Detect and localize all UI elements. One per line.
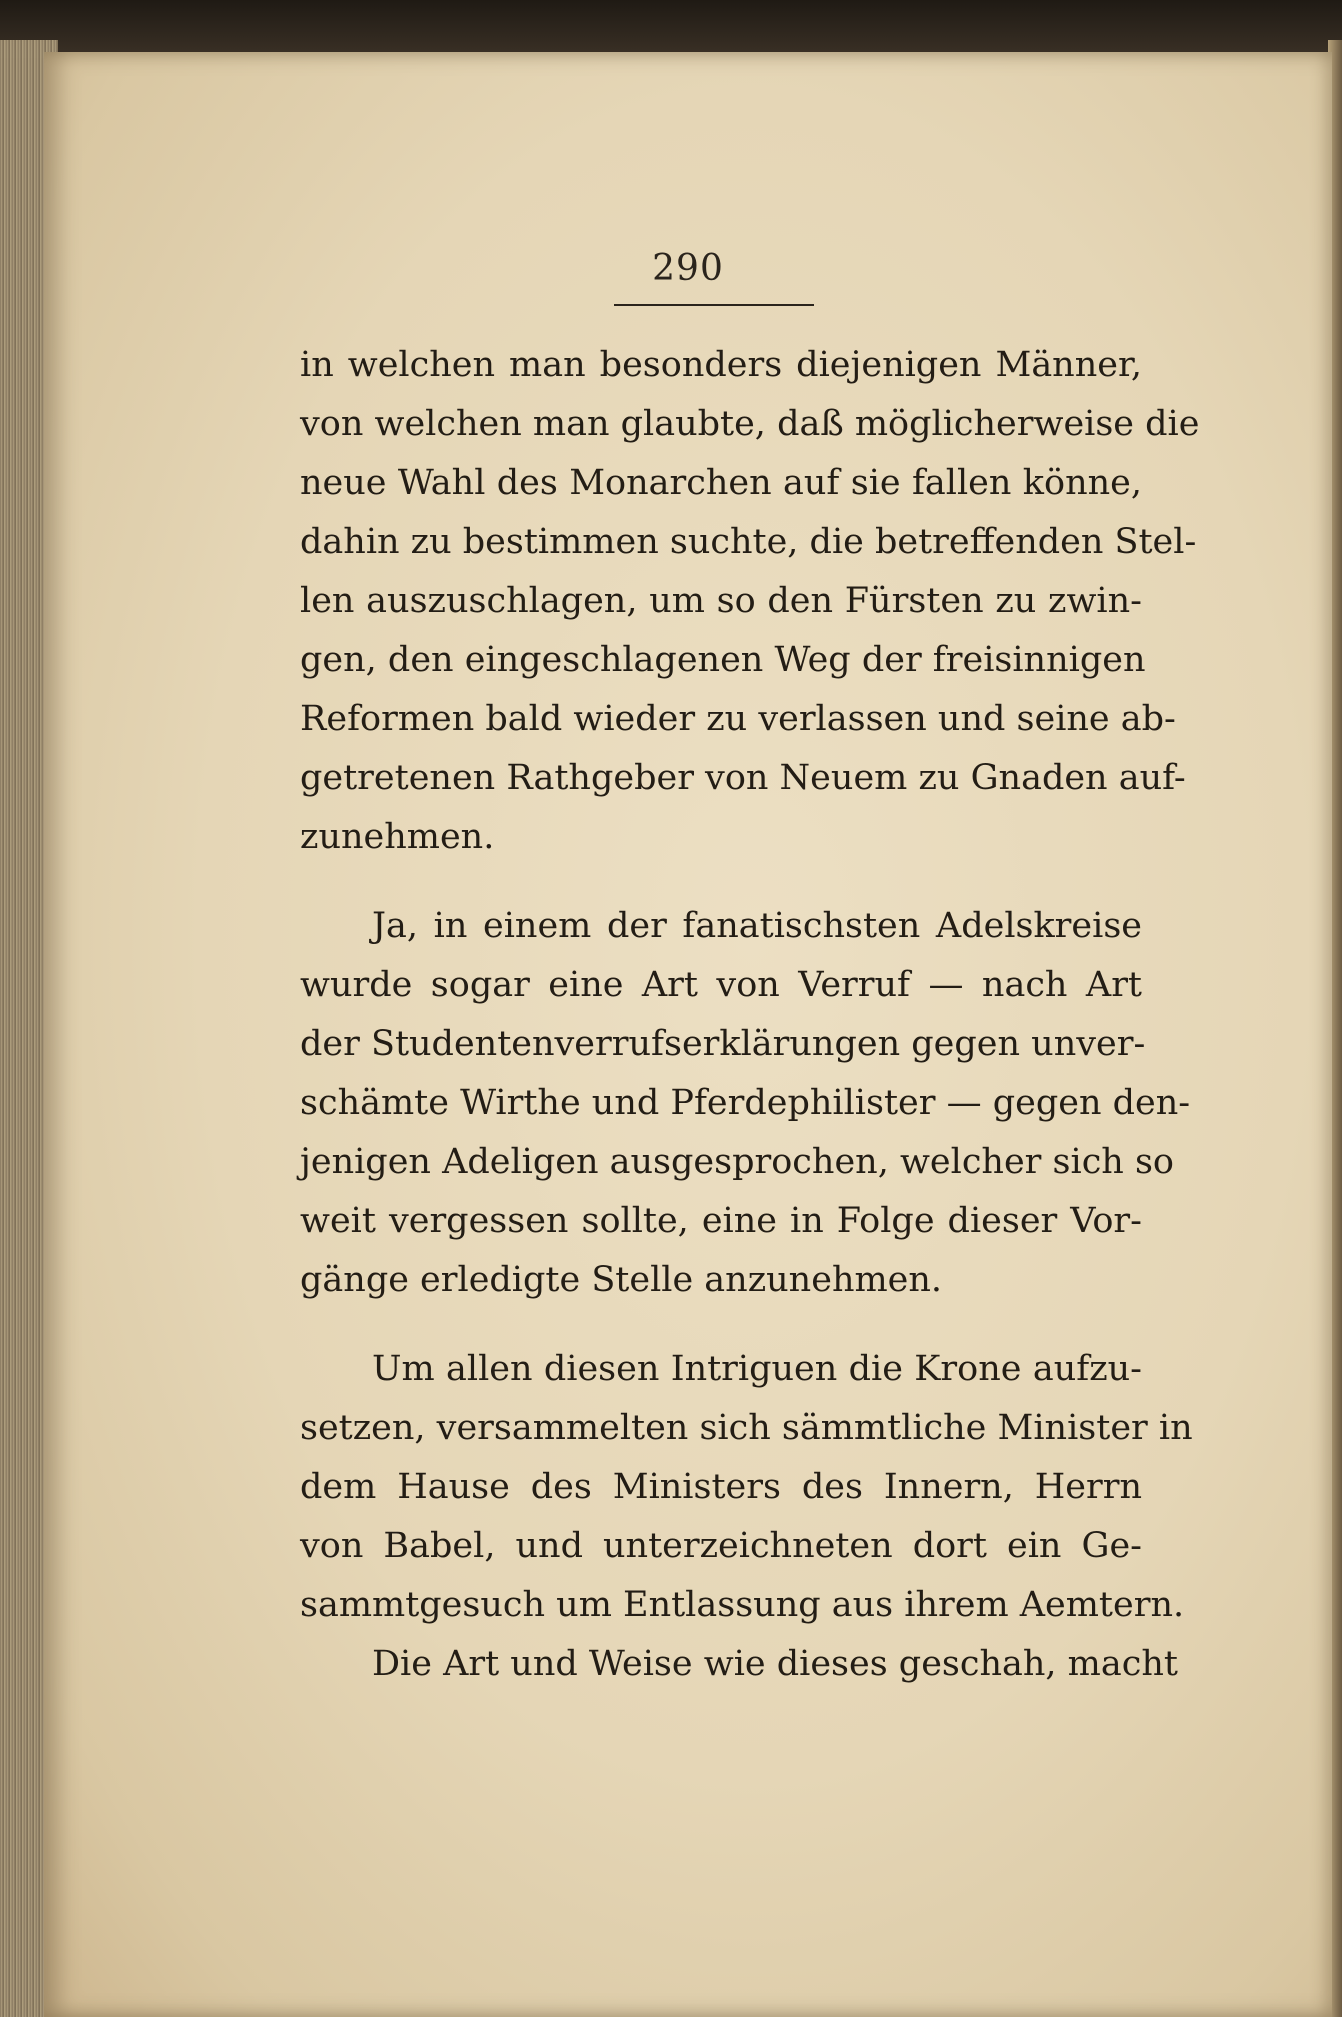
- paragraph-1: [300, 336, 1200, 867]
- text-line: jenigen Adeligen ausgesprochen, welcher sich so: [300, 1142, 1174, 1182]
- text-line: Reformen bald wieder zu verlassen und seine ab-: [300, 699, 1176, 739]
- text-line: setzen, versammelten sich sämmtliche Minister in: [300, 1408, 1193, 1448]
- text-line: sammtgesuch um Entlassung aus ihrem Aemtern.: [300, 1585, 1185, 1625]
- text-line: der Studentenverrufserklärungen gegen unver-: [300, 1024, 1146, 1064]
- paragraph-2: [300, 897, 1191, 1310]
- paragraph-4: [300, 1635, 1178, 1694]
- text-line: schämte Wirthe und Pferdephilister — gegen den-: [300, 1083, 1191, 1123]
- text-line: von Babel, und unterzeichneten dort ein Ge-: [300, 1526, 1142, 1566]
- text-line: gänge erledigte Stelle anzunehmen.: [300, 1260, 943, 1300]
- page-number: 290: [652, 248, 724, 289]
- text-line: von welchen man glaubte, daß möglicherweise die: [300, 404, 1200, 444]
- paragraph-3: [300, 1340, 1193, 1635]
- text-line: Ja, in einem der fanatischsten Adelskreise: [372, 906, 1142, 946]
- text-line: Um allen diesen Intriguen die Krone aufzu-: [372, 1349, 1142, 1389]
- text-line: dahin zu bestimmen suchte, die betreffenden Stel-: [300, 522, 1197, 562]
- text-line: zunehmen.: [300, 817, 495, 857]
- text-line: in welchen man besonders diejenigen Männer,: [300, 345, 1142, 385]
- text-line: neue Wahl des Monarchen auf sie fallen könne,: [300, 463, 1142, 503]
- book-top-edge: [0, 0, 1342, 58]
- text-line: dem Hause des Ministers des Innern, Herrn: [300, 1467, 1142, 1507]
- header-rule: [614, 304, 814, 306]
- body-text: [300, 336, 1200, 1694]
- text-line: getretenen Rathgeber von Neuem zu Gnaden auf-: [300, 758, 1186, 798]
- text-line: len auszuschlagen, um so den Fürsten zu zwin-: [300, 581, 1142, 621]
- page-paper: [44, 52, 1332, 2017]
- text-line: gen, den eingeschlagenen Weg der freisinnigen: [300, 640, 1146, 680]
- text-line: Die Art und Weise wie dieses geschah, macht: [372, 1644, 1178, 1684]
- text-line: wurde sogar eine Art von Verruf — nach Art: [300, 965, 1142, 1005]
- text-line: weit vergessen sollte, eine in Folge dieser Vor-: [300, 1201, 1142, 1241]
